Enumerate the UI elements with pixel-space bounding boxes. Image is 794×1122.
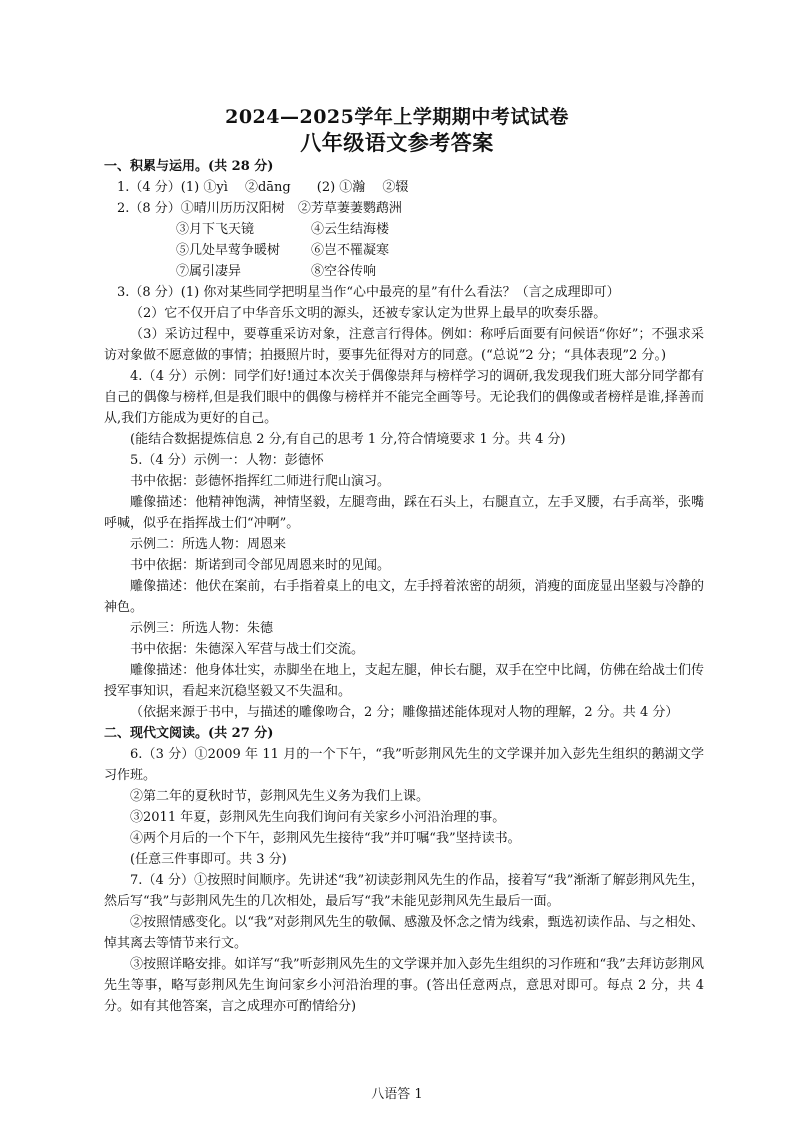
answer-q2-row3 [104,240,704,261]
answer-q6-note: (任意三件事即可。共 3 分) [130,852,287,867]
answer-q5-8: 书中依据：朱德深入军营与战士们交流。 [130,642,365,657]
answer-q5-6: 雕像描述：他伏在案前，右手指着桌上的电文，左手捋着浓密的胡须，消瘦的面庞显出坚毅与冷静的神色。 [104,579,704,615]
section-heading-2: 二、现代文阅读。(共 27 分) [104,726,274,741]
answer-q5-5: 书中依据：斯诺到司令部见周恩来时的见闻。 [130,558,391,573]
answer-q3-2: （2）它不仅开启了中华音乐文明的源头，还被专家认定为世界上最早的吹奏乐器。 [130,306,607,321]
answer-q6-1: 6.（3 分）①2009 年 11 月的一个下午，“我”听彭荆风先生的文学课并加入彭先生组织的鹅湖文学习作班。 [104,747,704,783]
answer-q6-3: ③2011 年夏，彭荆风先生向我们询问有关家乡小河沿治理的事。 [130,810,506,825]
answer-q1: 1.（4 分）(1) ①yì ②dāng (2) ①瀚 ②辍 [117,180,409,195]
answer-q5-4: 示例二：所选人物：周恩来 [130,537,287,552]
answer-q5-2: 书中依据：彭德怀指挥红二师进行爬山演习。 [130,474,391,489]
answer-q7-1: 7.（4 分）①按照时间顺序。先讲述“我”初读彭荆风先生的作品，接着写“我”渐渐了解彭荆风先生，然后写“我”与彭荆风先生的几次相处，最后写“我”未能见彭荆风先生最后一面。 [104,873,704,909]
q2-item-3: ③月下飞天镜 [176,222,255,237]
answer-q2-row4 [104,261,704,282]
q2-item-4: ④云生结海楼 [311,222,390,237]
answer-q4: 4.（4 分）示例：同学们好!通过本次关于偶像崇拜与榜样学习的调研,我发现我们班大部分同学都有自己的偶像与榜样,但是我们眼中的偶像与榜样并不能完全画等号。无论我们的偶像或者榜样是谁,择善而从,我们方能成为更好的自己。 [104,369,704,426]
q2-item-1: 2.（8 分）①晴川历历汉阳树 [117,201,285,216]
answer-q4-note: (能结合数据提炼信息 2 分,有自己的思考 1 分,符合情境要求 1 分。共 4 分) [130,432,566,447]
answer-q3-3: （3）采访过程中，要尊重采访对象，注意言行得体。例如：称呼后面要有问候语“你好”；不强求采访对象做不愿意做的事情；拍摄照片时，要事先征得对方的同意。(“总说”2 分；“具体表现”2 分。) [104,327,704,363]
answer-q3-1: 3.（8 分）(1) 你对某些同学把明星当作“心中最亮的星”有什么看法？（言之成理即可） [117,285,620,300]
q2-item-2: ②芳草萋萋鹦鹉洲 [297,201,402,216]
q2-item-6: ⑥岂不罹凝寒 [311,243,390,258]
page-number-label: 八语答 1 [371,1087,423,1102]
answer-q7-3: ③按照详略安排。如详写“我”听彭荆风先生的文学课并加入彭先生组织的习作班和“我”去拜访彭荆风先生等事，略写彭荆风先生询问家乡小河沿治理的事。(答出任意两点，意思对即可。每点 2 分，共 4 分。如有其他答案，言之成理亦可酌情给分) [104,957,704,1014]
answer-q2-row1 [104,198,704,219]
answer-q5-3: 雕像描述：他精神饱满，神情坚毅，左腿弯曲，踩在石头上，右腿直立，左手叉腰，右手高举，张嘴呼喊，似乎在指挥战士们“冲啊”。 [104,495,704,531]
section-heading-1: 一、积累与运用。(共 28 分) [104,159,274,174]
answer-q5-1: 5.（4 分）示例一：人物：彭德怀 [130,453,324,468]
exam-title: 2024—2025学年上学期期中考试试卷 [225,106,569,128]
answer-q6-2: ②第二年的夏秋时节，彭荆风先生义务为我们上课。 [130,789,430,804]
answer-content [104,156,704,1017]
q2-item-7: ⑦属引凄异 [176,264,242,279]
answer-q7-2: ②按照情感变化。以“我”对彭荆风先生的敬佩、感激及怀念之情为线索，甄选初读作品、与之相处、悼其离去等情节来行文。 [104,915,704,951]
answer-q5-9: 雕像描述：他身体壮实，赤脚坐在地上，支起左腿，伸长右腿，双手在空中比阔，仿佛在给战士们传授军事知识，看起来沉稳坚毅又不失温和。 [104,663,704,699]
q2-item-8: ⑧空谷传响 [311,264,377,279]
answer-q2-row2 [104,219,704,240]
answer-q6-4: ④两个月后的一个下午，彭荆风先生接待“我”并叮嘱“我”坚持读书。 [130,831,521,846]
answer-q5-note: （依据来源于书中，与描述的雕像吻合，2 分；雕像描述能体现对人物的理解，2 分。共 4 分） [130,705,679,720]
exam-subtitle: 八年级语文参考答案 [300,130,494,155]
answer-q5-7: 示例三：所选人物：朱德 [130,621,274,636]
q2-item-5: ⑤几处早莺争暖树 [176,243,281,258]
